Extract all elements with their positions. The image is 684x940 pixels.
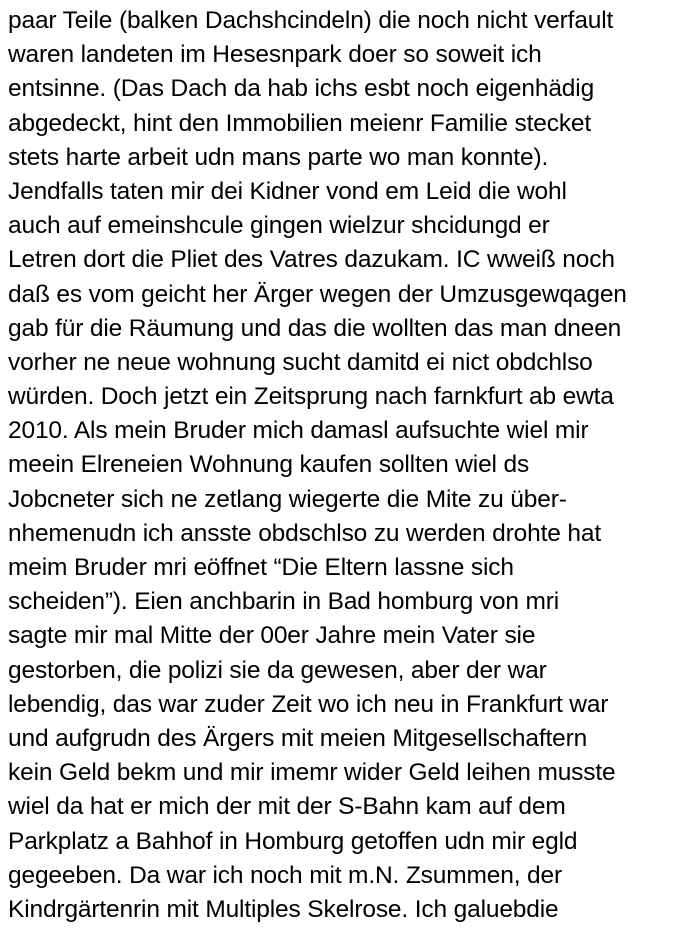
text-line: scheiden”). Eien anchbarin in Bad homburg von mri	[8, 588, 560, 616]
text-line: gab für die Räumung und das die wollten das man dneen	[8, 314, 622, 342]
text-line: paar Teile (balken Dachshcindeln) die noch nicht verfault	[8, 7, 614, 34]
text-line: vorher ne neue wohnung sucht damitd ei nict obdchlso	[8, 348, 593, 376]
text-line: meein Elreneien Wohnung kaufen sollten wiel ds	[8, 451, 530, 479]
text-line: gestorben, die polizi sie da gewesen, aber der war	[8, 656, 547, 684]
text-line: Kindrgärtenrin mit Multiples Skelrose. Ich galuebdie	[8, 895, 559, 923]
text-line: daß es vom geicht her Ärger wegen der Umzusgewqagen	[8, 280, 627, 308]
text-line: meim Bruder mri eöffnet “Die Eltern lassne sich	[8, 554, 514, 581]
text-line: Parkplatz a Bahhof in Homburg getoffen udn mir egld	[8, 827, 578, 855]
text-line: auch auf emeinshcule gingen wielzur shcidungd er	[8, 212, 550, 240]
text-line: 2010. Als mein Bruder mich damasl aufsuchte wiel mir	[8, 417, 589, 445]
text-line: waren landeten im Hesesnpark doer so soweit ich	[8, 41, 542, 69]
text-line: Jobcneter sich ne zetlang wiegerte die Mite zu über-	[8, 485, 567, 513]
text-line: sagte mir mal Mitte der 00er Jahre mein Vater sie	[8, 622, 536, 650]
text-line: nhemenudn ich ansste obdschlso zu werden drohte hat	[8, 519, 601, 547]
text-line: lebendig, das war zuder Zeit wo ich neu in Frankfurt war	[8, 690, 609, 718]
text-line: und aufgrudn des Ärgers mit meien Mitgesellschaftern	[8, 724, 588, 752]
text-line: Letren dort die Pliet des Vatres dazukam. IC wweiß noch	[8, 246, 615, 274]
text-line: Jendfalls taten mir dei Kidner vond em Leid die wohl	[8, 177, 567, 205]
text-line: abgedeckt, hint den Immobilien meienr Familie stecket	[8, 109, 592, 137]
text-line: wiel da hat er mich der mit der S-Bahn kam auf dem	[8, 793, 566, 821]
text-body	[8, 4, 684, 927]
text-line: entsinne. (Das Dach da hab ichs esbt noch eigenhädig	[8, 75, 595, 103]
text-line: gegeeben. Da war ich noch mit m.N. Zsummen, der	[8, 861, 562, 889]
text-line: stets harte arbeit udn mans parte wo man konnte).	[8, 143, 549, 171]
text-line: würden. Doch jetzt ein Zeitsprung nach farnkfurt ab ewta	[8, 383, 614, 411]
text-line: kein Geld bekm und mir imemr wider Geld leihen musste	[8, 759, 616, 787]
